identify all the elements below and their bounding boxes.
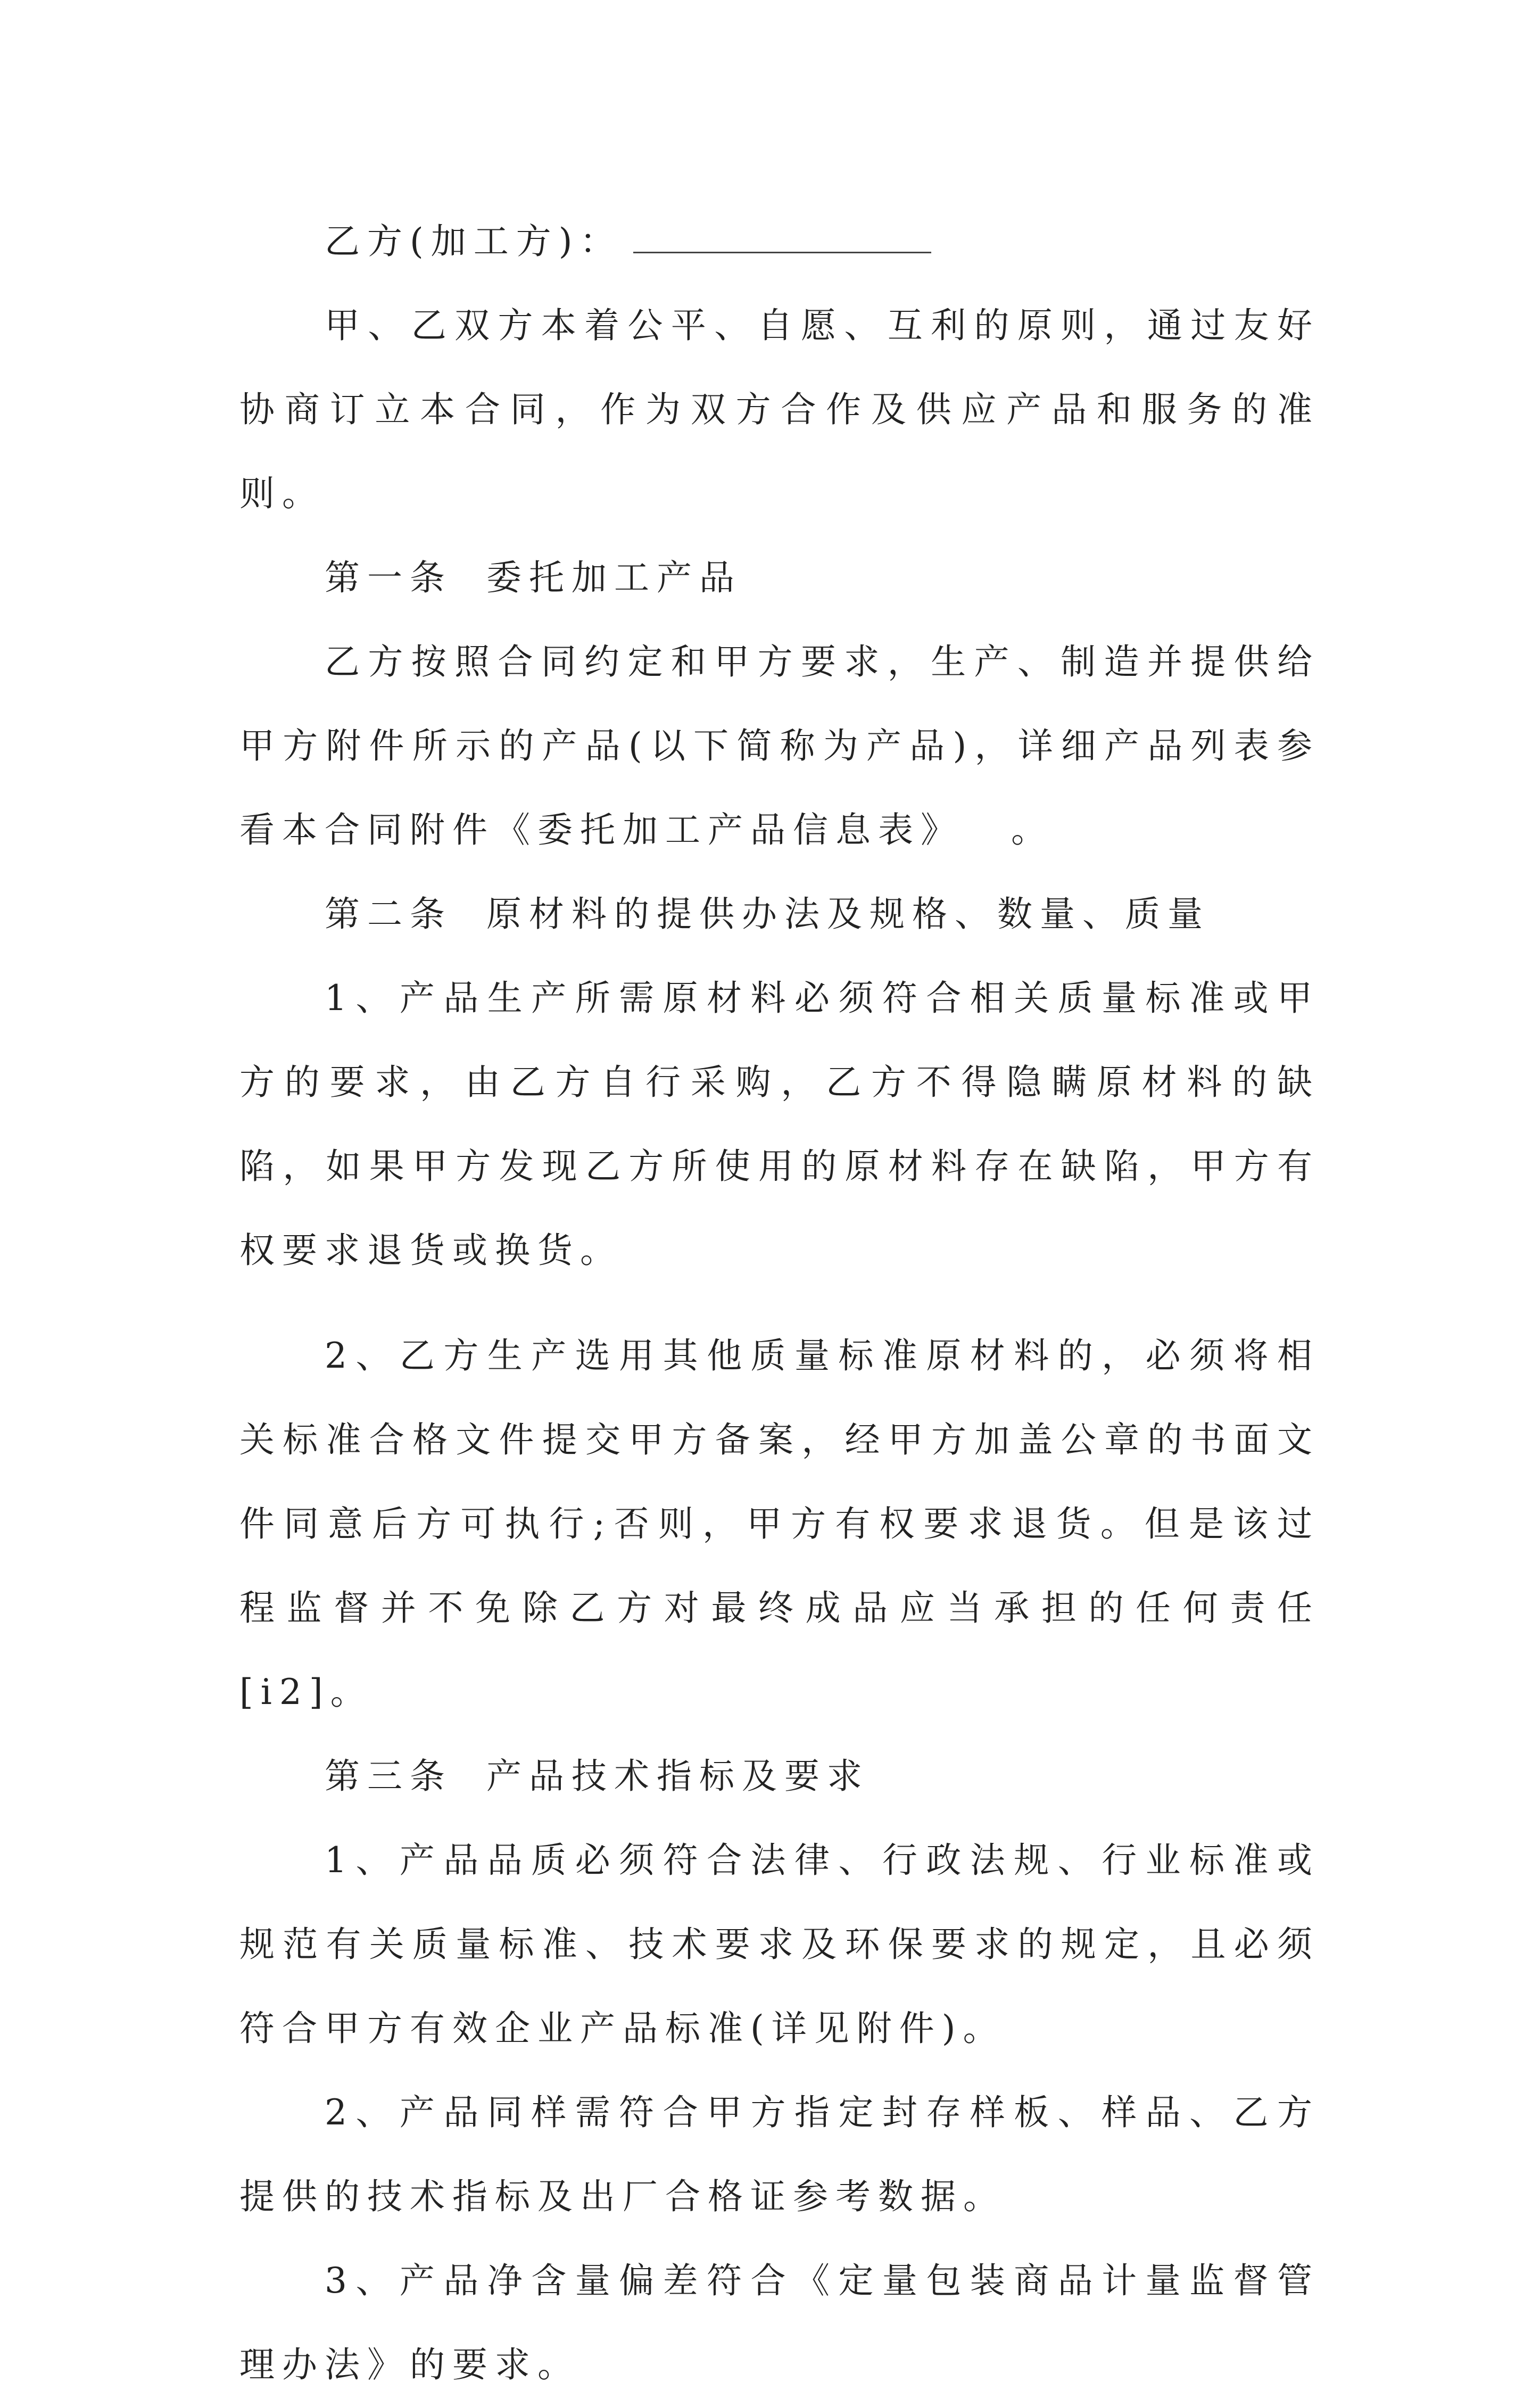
article1-heading (239, 536, 1320, 620)
article1-number: 第一条 (325, 557, 452, 598)
article3-item1: 1、产品品质必须符合法律、行政法规、行业标准或规范有关质量标准、技术要求及环保要求的规定，且必须符合甲方有效企业产品标准(详见附件)。 (239, 1840, 1320, 2049)
party-b-line (239, 200, 1320, 284)
article2-heading (239, 872, 1320, 956)
article1-text: 乙方按照合同约定和甲方要求，生产、制造并提供给甲方附件所示的产品(以下简称为产品)，详细产品列表参看本合同附件《委托加工产品信息表》 (239, 641, 1320, 850)
article3-title: 产品技术指标及要求 (486, 1756, 870, 1797)
article1-title: 委托加工产品 (486, 557, 742, 598)
article2-item1: 1、产品生产所需原材料必须符合相关质量标准或甲方的要求，由乙方自行采购，乙方不得隐瞒原材料的缺陷，如果甲方发现乙方所使用的原材料存在缺陷，甲方有权要求退货或换货。 (239, 978, 1320, 1271)
article3-item3: 3、产品净含量偏差符合《定量包装商品计量监督管理办法》的要求。 (239, 2260, 1320, 2385)
article3-number: 第三条 (325, 1756, 452, 1797)
article2-number: 第二条 (325, 894, 452, 934)
intro-paragraph: 甲、乙双方本着公平、自愿、互利的原则，通过友好协商订立本合同，作为双方合作及供应产品和服务的准则。 (239, 305, 1320, 514)
contract-body (239, 200, 1320, 2407)
article1-text-end: 。 (1011, 809, 1054, 850)
article2-item2: 2、乙方生产选用其他质量标准原材料的，必须将相关标准合格文件提交甲方备案，经甲方加盖公章的书面文件同意后方可执行;否则，甲方有权要求退货。但是该过程监督并不免除乙方对最终成品应当承担的任何责任[i2]。 (239, 1335, 1320, 1713)
article2-title: 原材料的提供办法及规格、数量、质量 (486, 894, 1210, 934)
article3-heading (239, 1734, 1320, 1818)
article3-item2: 2、产品同样需符合甲方指定封存样板、样品、乙方提供的技术指标及出厂合格证参考数据。 (239, 2092, 1320, 2217)
party-b-label: 乙方(加工方)： (325, 221, 623, 262)
party-b-blank-line (633, 230, 931, 253)
article1-paragraph (239, 620, 1320, 872)
